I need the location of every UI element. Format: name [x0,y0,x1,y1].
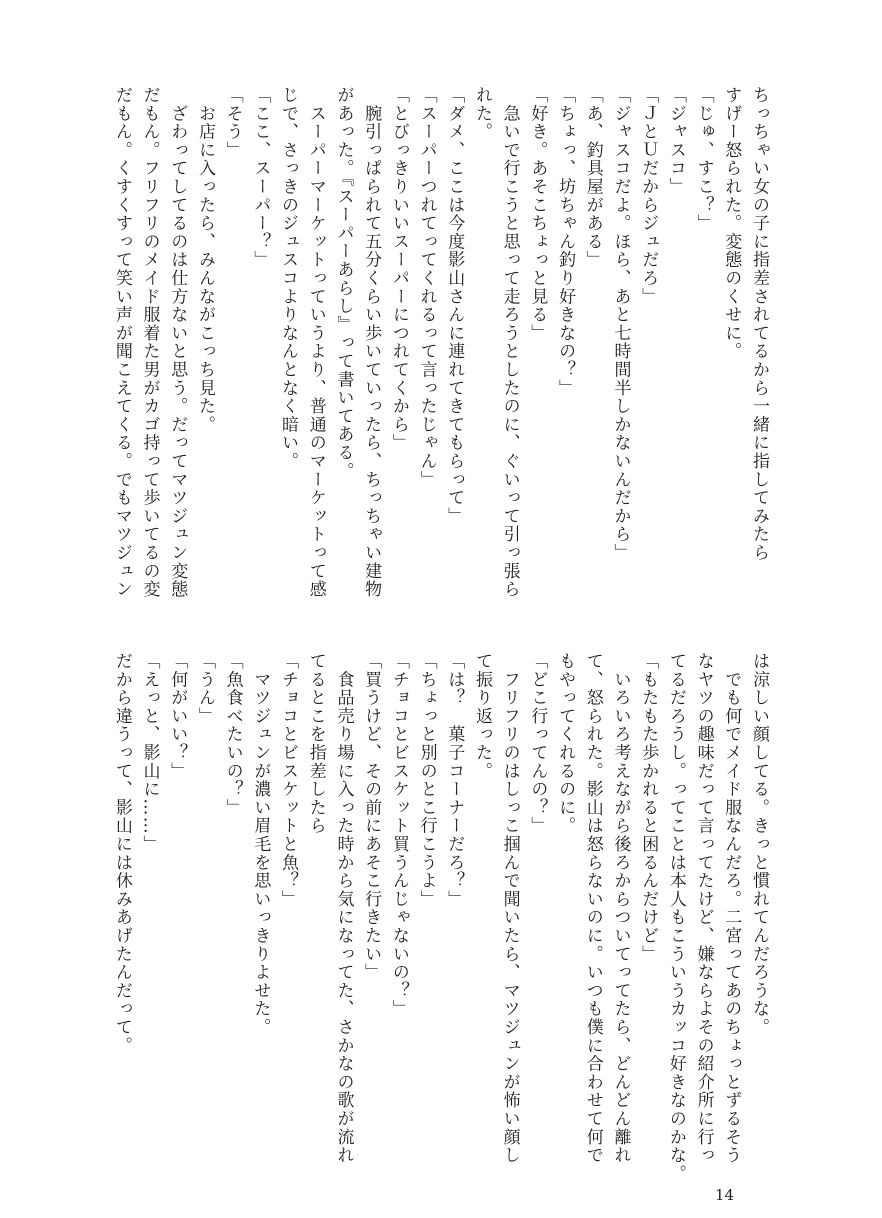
text-line: 「ダメ、ここは今度影山さんに連れてきてもらって」 [444,86,465,526]
text-line: でも何でメイド服なんだろ。二宮ってあのちょっとずるそう [721,652,742,1165]
text-line: 「ジャスコ」 [665,86,686,196]
text-line: 「魚食べたいの？」 [222,652,243,817]
text-line: 「えっと、影山に……」 [139,652,160,854]
text-line: て振り返った。 [471,652,492,781]
text-line: お店に入ったら、みんながこっち見た。 [194,86,215,434]
text-line: があった。『スーパーあらし』って書いてある。 [333,86,354,481]
text-line: だから違うって、影山には休みあげたんだって。 [111,652,132,1055]
text-line: 「は？ 菓子コーナーだろ？」 [444,652,465,909]
text-line: スーパーマーケットっていうより、普通のマーケットって感 [305,86,326,599]
text-line: 「どこ行ってんの？」 [527,652,548,835]
text-line: 「ＪとＵだからジュだろ」 [638,86,659,306]
top-text-block [107,86,772,626]
text-line: 「ちょっ、坊ちゃん釣り好きなの？」 [555,86,576,398]
text-line: ちっちゃい女の子に指差されてるから一緒に指してみたら [749,86,769,562]
text-line: だもん。くすくすって笑い声が聞こえてくる。でもマツジュン [111,86,132,599]
text-line: マツジュンが濃い眉毛を思いっきりよせた。 [250,652,271,1037]
bottom-text-block [107,652,772,1192]
text-line: は涼しい顔してる。きっと慣れてんだろうな。 [749,652,769,1037]
text-line: 腕引っぱられて五分くらい歩いていったら、ちっちゃい建物 [361,86,382,599]
text-line: 「何がいい？」 [167,652,188,781]
text-line: 「そう」 [222,86,243,160]
text-line: 「うん」 [194,652,215,726]
text-line: なヤツの趣味だって言ってたけど、嫌ならよその紹介所に行っ [693,652,714,1165]
text-line: もやってくれるのに。 [555,652,576,835]
text-line: 「じゅ、すこ？」 [693,86,714,233]
text-line: 食品売り場に入った時から気になってた、さかなの歌が流れ [333,652,354,1165]
text-line: 「とびっきりいいスーパーにつれてくから」 [388,86,409,452]
text-line: だもん。フリフリのメイド服着た男がカゴ持って歩いてるの変 [139,86,160,599]
text-line: じで、さっきのジュスコよりなんとなく暗い。 [278,86,299,471]
text-line: 「ここ、スーパー？」 [250,86,271,269]
text-line: 「好き。あそこちょっと見る」 [527,86,548,343]
text-line: 「ちょっと別のとこ行こうよ」 [416,652,437,909]
text-line: てるだろうし。ってことは本人もこういうカッコ好きなのかな。 [665,652,686,1183]
text-line: フリフリのはしっこ掴んで聞いたら、マツジュンが怖い顔し [499,652,520,1165]
text-line: いろいろ考えながら後ろからついてってたら、どんどん離れ [610,652,631,1165]
text-line: すげー怒られた。変態のくせに。 [721,86,742,361]
text-line: てるとこを指差したら [305,652,326,835]
text-line: て、怒られた。影山は怒らないのに。いつも僕に合わせて何で [582,652,603,1165]
text-line: ざわってしてるのは仕方ないと思う。だってマツジュン変態 [167,86,188,599]
text-line: 「スーパーつれてってくれるって言ったじゃん」 [416,86,437,489]
text-line: 「もたもた歩かれると困るんだけど」 [638,652,659,964]
text-line: 「ジャスコだよ。ほら、あと七時間半しかないんだから」 [610,86,631,562]
page-number: 14 [715,1186,735,1204]
text-line: 「チョコとビスケット買うんじゃないの？」 [388,652,409,1018]
text-line: れた。 [471,86,492,141]
text-line: 「あ、釣具屋がある」 [582,86,603,269]
text-line: 「買うけど、その前にあそこ行きたい」 [361,652,382,982]
text-line: 「チョコとビスケットと魚？」 [278,652,299,909]
text-line: 急いで行こうと思って走ろうとしたのに、ぐいって引っ張ら [499,86,520,599]
